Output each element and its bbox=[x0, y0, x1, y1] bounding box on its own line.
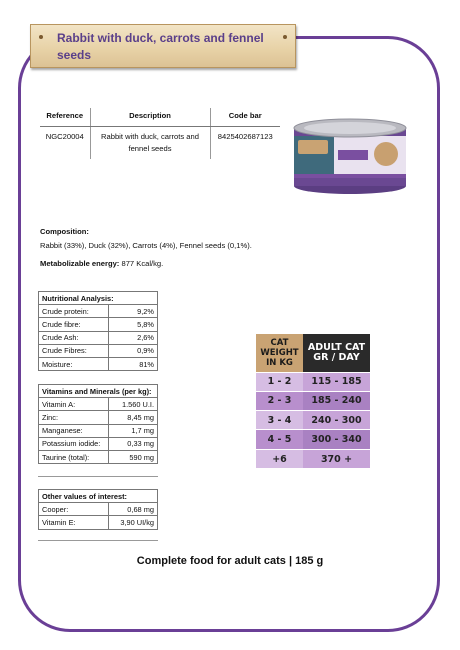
vitamin-value: 1,7 mg bbox=[109, 424, 158, 437]
vitamins-minerals-table bbox=[38, 384, 158, 464]
energy-line bbox=[40, 259, 163, 268]
vitamin-label: Vitamin A: bbox=[39, 398, 109, 411]
cat-weight-header: CAT WEIGHT IN KG bbox=[256, 334, 303, 372]
grams-cell: 300 - 340 bbox=[303, 430, 370, 449]
adult-cat-header: ADULT CAT GR / DAY bbox=[303, 334, 370, 372]
other-label: Vitamin E: bbox=[39, 516, 109, 529]
feeding-guide-table bbox=[256, 334, 370, 468]
vitamin-value: 1.560 U.I. bbox=[109, 398, 158, 411]
nutrient-value: 0,9% bbox=[109, 344, 158, 357]
vitamin-value: 0,33 mg bbox=[109, 437, 158, 450]
grams-cell: 370 + bbox=[303, 449, 370, 468]
composition-text: Rabbit (33%), Duck (32%), Carrots (4%), Fennel seeds (0,1%). bbox=[40, 241, 252, 250]
footer-tagline: Complete food for adult cats | 185 g bbox=[136, 555, 324, 567]
nutrient-value: 5,8% bbox=[109, 318, 158, 331]
grams-cell: 185 - 240 bbox=[303, 391, 370, 410]
energy-label: Metabolizable energy: bbox=[40, 259, 120, 268]
grams-cell: 240 - 300 bbox=[303, 411, 370, 430]
vitamin-value: 590 mg bbox=[109, 450, 158, 463]
description-header: Description bbox=[90, 108, 210, 127]
weight-cell: 2 - 3 bbox=[256, 391, 303, 410]
nutrient-value: 9,2% bbox=[109, 305, 158, 318]
divider bbox=[38, 476, 158, 477]
nutrient-label: Crude fibre: bbox=[39, 318, 109, 331]
weight-cell: 4 - 5 bbox=[256, 430, 303, 449]
weight-cell: +6 bbox=[256, 449, 303, 468]
vitamins-title: Vitamins and Minerals (per kg): bbox=[39, 385, 158, 398]
nutritional-title: Nutritional Analysis: bbox=[39, 292, 158, 305]
other-value: 3,90 UI/kg bbox=[109, 516, 158, 529]
other-label: Cooper: bbox=[39, 503, 109, 516]
divider bbox=[38, 540, 158, 541]
vitamin-value: 8,45 mg bbox=[109, 411, 158, 424]
nutrient-label: Crude protein: bbox=[39, 305, 109, 318]
title-banner bbox=[30, 24, 296, 68]
product-title: Rabbit with duck, carrots and fennel seeds bbox=[57, 31, 264, 62]
nutritional-analysis-table bbox=[38, 291, 158, 371]
reference-header: Reference bbox=[40, 108, 90, 127]
product-can-image bbox=[290, 116, 410, 196]
vitamin-label: Zinc: bbox=[39, 411, 109, 424]
nutrient-label: Moisture: bbox=[39, 357, 109, 370]
other-title: Other values of interest: bbox=[39, 490, 158, 503]
grams-cell: 115 - 185 bbox=[303, 372, 370, 391]
energy-value: 877 Kcal/kg. bbox=[121, 259, 164, 268]
nutrient-value: 2,6% bbox=[109, 331, 158, 344]
nutrient-label: Crude Ash: bbox=[39, 331, 109, 344]
codebar-value: 8425402687123 bbox=[217, 132, 273, 141]
nutrient-value: 81% bbox=[109, 357, 158, 370]
weight-cell: 1 - 2 bbox=[256, 372, 303, 391]
vitamin-label: Manganese: bbox=[39, 424, 109, 437]
description-value: Rabbit with duck, carrots and fennel seeds bbox=[90, 127, 210, 160]
composition-label: Composition: bbox=[40, 227, 89, 236]
weight-cell: 3 - 4 bbox=[256, 411, 303, 430]
other-value: 0,68 mg bbox=[109, 503, 158, 516]
reference-value: NGC20004 bbox=[40, 127, 90, 160]
nutrient-label: Crude Fibres: bbox=[39, 344, 109, 357]
composition-block bbox=[40, 226, 252, 252]
vitamin-label: Potassium iodide: bbox=[39, 437, 109, 450]
codebar-header: Code bar bbox=[210, 108, 280, 127]
other-values-table bbox=[38, 489, 158, 530]
reference-table bbox=[40, 108, 280, 159]
vitamin-label: Taurine (total): bbox=[39, 450, 109, 463]
